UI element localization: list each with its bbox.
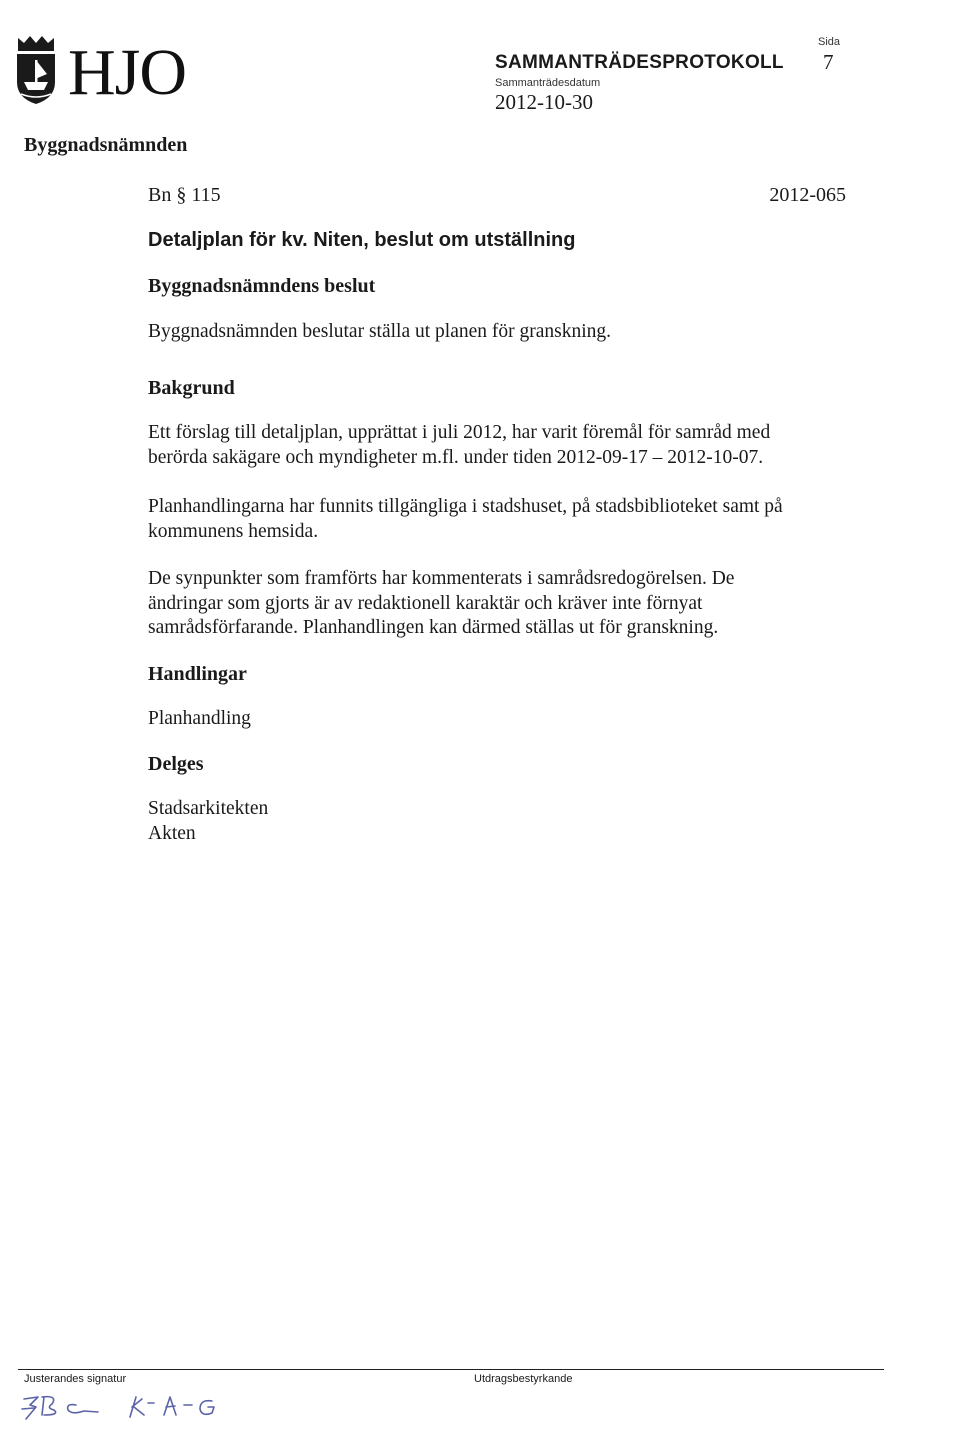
page-number: 7 [823,50,834,74]
documents-heading: Handlingar [148,663,247,685]
committee-name: Byggnadsnämnden [24,134,188,156]
text-line: samrådsförfarande. Planhandlingen kan därmed ställas ut för granskning. [148,617,719,638]
documents-item: Planhandling [148,708,251,729]
footer-divider [18,1369,884,1370]
text-line: De synpunkter som framförts har kommenterats i samrådsredogörelsen. De [148,568,735,589]
page-label: Sida [818,36,841,48]
case-title: Detaljplan för kv. Niten, beslut om utställning [148,229,576,251]
document-type: SAMMANTRÄDESPROTOKOLL [495,52,784,73]
text-line: kommunens hemsida. [148,520,319,542]
section-number: Bn § 115 [148,184,221,206]
handwritten-signatures [18,1385,248,1432]
background-paragraph-1 [148,421,848,470]
text-line: ändringar som gjorts är av redaktionell karaktär och kräver inte förnyat [148,592,703,614]
logo-wordmark: HJO [68,36,187,109]
distribution-heading: Delges [148,753,204,775]
text-line: Ett förslag till detaljplan, upprättat i juli 2012, har varit föremål för samråd med [148,422,771,443]
text-line: Planhandlingarna har funnits tillgängliga i stadshuset, på stadsbiblioteket samt på [148,496,783,517]
signature-label: Justerandes signatur [24,1373,127,1385]
distribution-list [148,797,848,846]
case-number: 2012-065 [769,184,846,206]
decision-heading: Byggnadsnämndens beslut [148,275,376,297]
background-paragraph-2 [148,495,848,544]
decision-text: Byggnadsnämnden beslutar ställa ut planen för granskning. [148,321,612,342]
background-heading: Bakgrund [148,377,235,399]
hjo-coat-of-arms-icon [14,34,64,106]
list-item: Stadsarkitekten [148,798,269,819]
list-item: Akten [148,822,196,844]
extract-label: Utdragsbestyrkande [474,1373,573,1385]
meeting-date-label: Sammanträdesdatum [495,77,601,89]
signature-icon [18,1385,248,1427]
meeting-date: 2012-10-30 [495,90,593,114]
municipality-logo [14,34,194,109]
text-line: berörda sakägare och myndigheter m.fl. under tiden 2012-09-17 – 2012-10-07. [148,446,764,468]
background-paragraph-3 [148,567,848,641]
